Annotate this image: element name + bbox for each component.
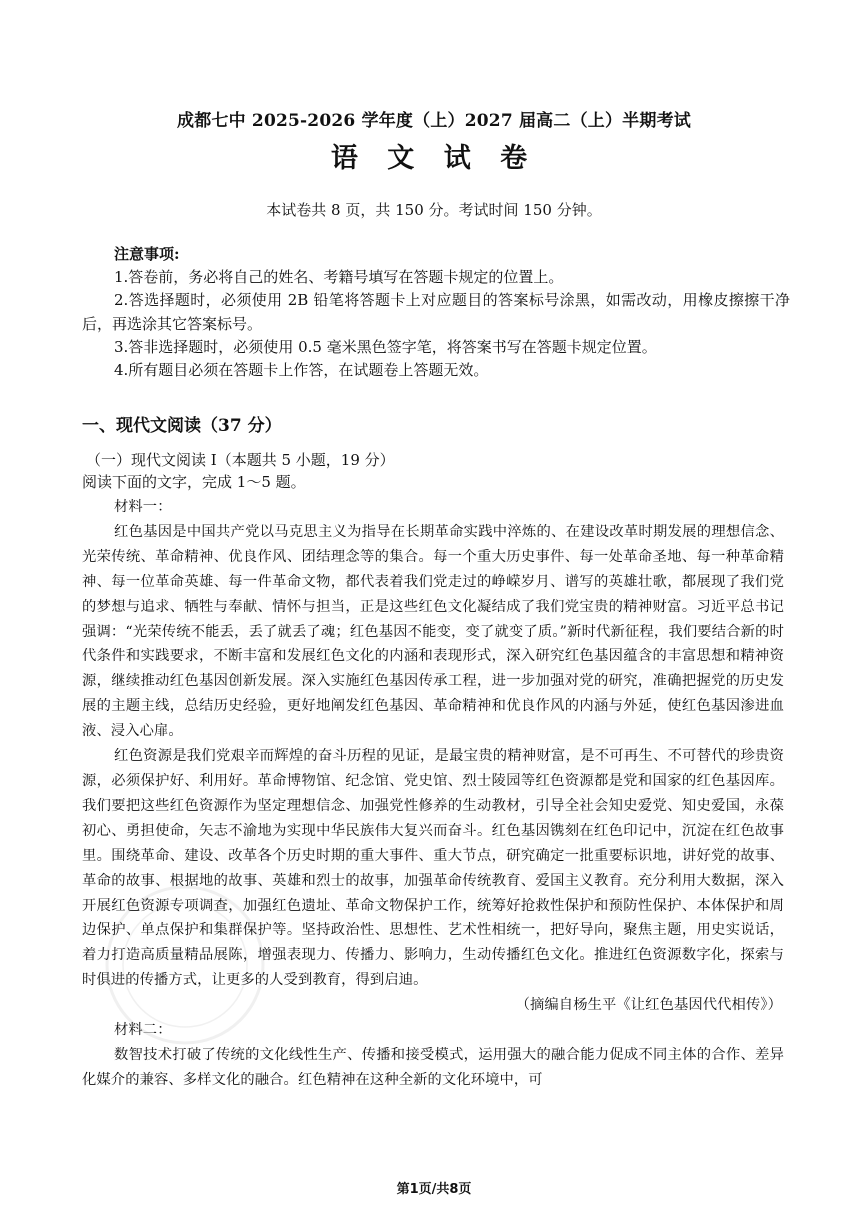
material-2-label: 材料二： <box>114 1022 172 1039</box>
material-1-paragraph: 红色资源是我们党艰辛而辉煌的奋斗历程的见证，是最宝贵的精神财富，是不可再生、不可替代的珍贵资源，必须保护好、利用好。革命博物馆、纪念馆、党史馆、烈士陵园等红色资源都是党和国家的红色基因库。我们要把这些红色资源作为坚定理想信念、加强党性修养的生动教材，引导全社会知史爱党、知史爱国，永葆初心、勇担使命，矢志不渝地为实现中华民族伟大复兴而奋斗。红色基因镌刻在红色印记中，沉淀在红色故事里。围绕革命、建设、改革各个历史时期的重大事件、重大节点，研究确定一批重要标识地，讲好党的故事、革命的故事、根据地的故事、英雄和烈士的故事，加强革命传统教育、爱国主义教育。充分利用大数据，深入开展红色资源专项调查，加强红色遗址、革命文物保护工作，统筹好抢救性保护和预防性保护、本体保护和周边保护、单点保护和集群保护等。坚持政治性、思想性、艺术性相统一，把好导向，聚焦主题，用史实说话，着力打造高质量精品展陈，增强表现力、传播力、影响力，生动传播红色文化。推进红色资源数字化，探索与时俱进的传播方式，让更多的人受到教育，得到启迪。 <box>82 748 784 989</box>
material-1-label: 材料一： <box>114 499 172 515</box>
watermark-seal <box>100 880 270 1050</box>
notes-block <box>82 243 790 382</box>
subsection-title: （一）现代文阅读 I（本题共 5 小题，19 分） <box>86 451 395 469</box>
material-1-source: （摘编自杨生平《让红色基因代代相传》） <box>515 997 782 1014</box>
material-2-paragraph: 数智技术打破了传统的文化线性生产、传播和接受模式，运用强大的融合能力促成不同主体的合作、差异化媒介的兼容、多样文化的融合。红色精神在这种全新的文化环境中，可 <box>82 1046 784 1088</box>
notes-heading: 注意事项: <box>114 245 180 263</box>
reading-instruction: 阅读下面的文字，完成 1～5 题。 <box>82 473 306 491</box>
section-title: 一、现代文阅读（37 分） <box>82 416 282 436</box>
page-number: 第1页/共8页 <box>396 1182 472 1197</box>
note-item: 4.所有题目必须在答题卡上作答，在试题卷上答题无效。 <box>114 361 489 380</box>
exam-title: 成都七中 2025-2026 学年度（上）2027 届高二（上）半期考试 <box>177 111 691 131</box>
paper-info: 本试卷共 8 页，共 150 分。考试时间 150 分钟。 <box>266 201 602 219</box>
note-item: 1.答卷前，务必将自己的姓名、考籍号填写在答题卡规定的位置上。 <box>114 268 564 287</box>
note-item: 3.答非选择题时，必须使用 0.5 毫米黑色签字笔，将答案书写在答题卡规定位置。 <box>114 337 657 356</box>
material-1-paragraph: 红色基因是中国共产党以马克思主义为指导在长期革命实践中淬炼的、在建设改革时期发展的理想信念、光荣传统、革命精神、优良作风、团结理念等的集合。每一个重大历史事件、每一处革命圣地、每一种革命精神、每一位革命英雄、每一件革命文物，都代表着我们党走过的峥嵘岁月、谱写的英雄壮歌，都展现了我们党的梦想与追求、牺牲与奉献、情怀与担当，正是这些红色文化凝结成了我们党宝贵的精神财富。习近平总书记强调：“光荣传统不能丢，丢了就丢了魂；红色基因不能变，变了就变了质。”新时代新征程，我们要结合新的时代条件和实践要求，不断丰富和发展红色文化的内涵和表现形式，深入研究红色基因蕴含的丰富思想和精神资源，继续推动红色基因创新发展。深入实施红色基因传承工程，进一步加强对党的研究，准确把握党的历史发展的主题主线，总结历史经验，更好地阐发红色基因、革命精神和优良作风的内涵与外延，使红色基因渗进血液、浸入心扉。 <box>82 523 784 740</box>
subject-title: 语 文 试 卷 <box>330 143 538 174</box>
note-item: 2.答选择题时，必须使用 2B 铅笔将答题卡上对应题目的答案标号涂黑，如需改动，用橡皮擦擦干净后，再选涂其它答案标号。 <box>82 291 790 333</box>
